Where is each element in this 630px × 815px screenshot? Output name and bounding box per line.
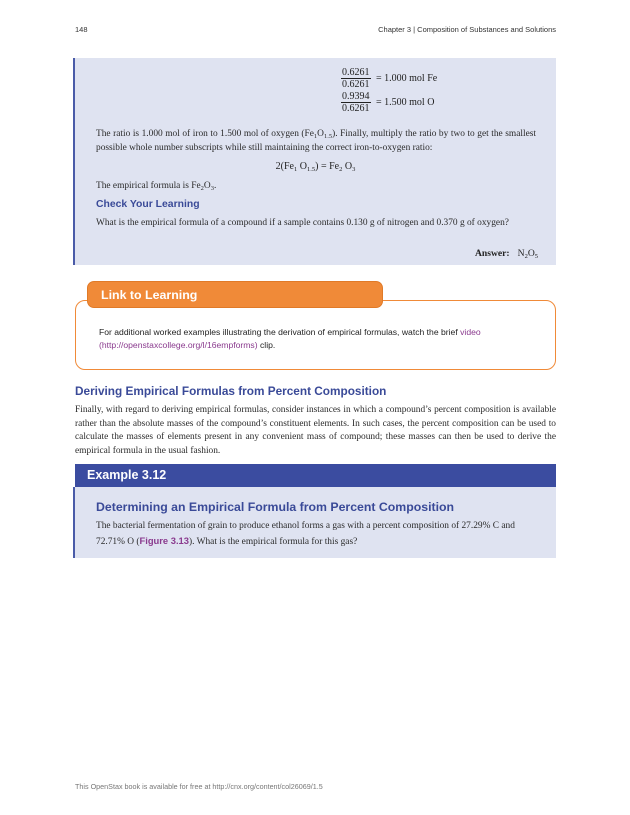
figure-link[interactable]: Figure 3.13 xyxy=(139,534,189,546)
check-your-learning-heading: Check Your Learning xyxy=(96,199,200,210)
ratio-paragraph: The ratio is 1.000 mol of iron to 1.500 mol of oxygen $(Fe_1O_{1.5})$. Finally, multiply the ratio by two to get the smallest possible whole number subscripts while still maintaining the correct iron-to-oxygen ratio: xyxy=(96,129,536,153)
page-header xyxy=(75,25,556,37)
example-header xyxy=(75,464,556,487)
chapter-title: Chapter 3 | Composition of Substances and Solutions xyxy=(378,25,556,34)
empirical-formula-text: The empirical formula is $Fe_2O_3$. xyxy=(96,181,217,192)
link-to-learning-title: Link to Learning xyxy=(101,288,198,302)
multiply-equation: $2(Fe_1$ $O_{1.5}) = Fe_2$ $O_3$ xyxy=(275,161,356,173)
example-title: Determining an Empirical Formula from Percent Composition xyxy=(96,500,455,514)
equation-o: $\frac{0.9394}{0.6261}$ = 1.500 mol O xyxy=(342,91,435,114)
link-to-learning-text: For additional worked examples illustrating the derivation of empirical formulas, watch the brief video (http://openstaxcollege.org/l/16empforms) clip. xyxy=(99,327,481,350)
example-body xyxy=(73,487,556,558)
page-footer: This OpenStax book is available for free at http://cnx.org/content/col26069/1.5 xyxy=(75,782,323,791)
example-label: Example 3.12 xyxy=(87,468,167,482)
check-question: What is the empirical formula of a compound if a sample contains 0.130 g of nitrogen and 0.370 g of oxygen? xyxy=(96,218,509,228)
worked-example-box xyxy=(73,58,556,265)
answer: Answer: $N_2O_5$ xyxy=(474,248,538,260)
page-number: 148 xyxy=(75,25,88,34)
example-text: The bacterial fermentation of grain to produce ethanol forms a gas with a percent composition of 27.29% C and 72.71% O (Figure 3.13). What is the empirical formula for this gas? xyxy=(96,521,515,547)
video-link[interactable]: video (http://openstaxcollege.org/l/16empforms) xyxy=(99,327,481,350)
section-heading: Deriving Empirical Formulas from Percent Composition xyxy=(75,384,387,398)
section-paragraph: Finally, with regard to deriving empirical formulas, consider instances in which a compound’s percent composition is available rather than the absolute masses of the compound’s constituent elements. In such cases, the percent composition can be used to calculate the masses of elements present in any convenient mass of compound; these masses can then be used to derive the empirical formula in the usual fashion. xyxy=(75,405,556,456)
link-to-learning-tab xyxy=(87,281,383,308)
equation-fe: $\frac{0.6261}{0.6261}$ = 1.000 mol Fe xyxy=(342,67,438,90)
